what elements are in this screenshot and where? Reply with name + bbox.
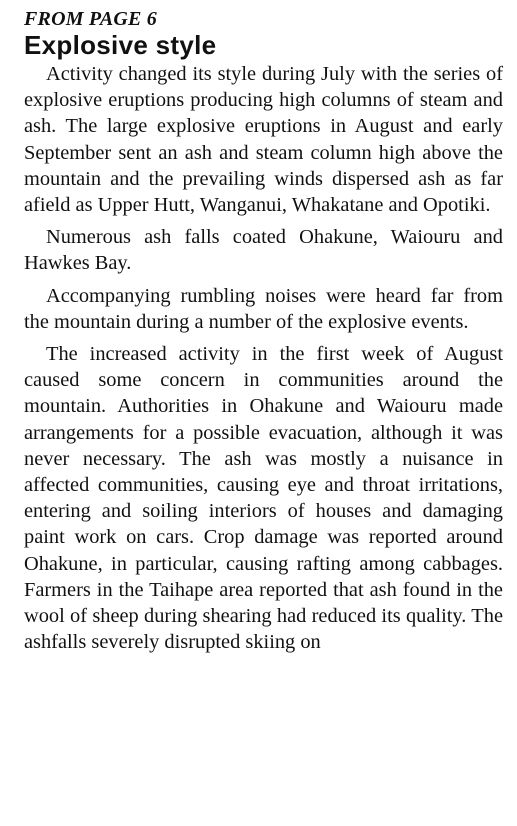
article-body (24, 61, 503, 655)
continuation-kicker: FROM PAGE 6 (24, 8, 157, 30)
paragraph-rumbling-noises: Accompanying rumbling noises were heard far from the mountain during a number of the explosive events. (24, 284, 503, 333)
article-headline: Explosive style (24, 30, 217, 60)
paragraph-community-impact: The increased activity in the first week of August caused some concern in communities around the mountain. Authorities in Ohakune and Waiouru made arrangements for a possible evacuation, although it was never necessary. The ash was mostly a nuisance in affected communities, causing eye and throat irritations, entering and soiling interiors of houses and damaging paint work on cars. Crop damage was reported around Ohakune, in particular, causing rafting among cabbages. Farmers in the Taihape area reported that ash found in the wool of sheep during shearing had reduced its quality. The ashfalls severely disrupted skiing on (24, 343, 503, 654)
paragraph-explosive-eruptions: Activity changed its style during July with the series of explosive eruptions producing high columns of steam and ash. The large explosive eruptions in August and early September sent an ash and steam column high above the mountain and the prevailing winds dispersed ash as far afield as Upper Hutt, Wanganui, Whakatane and Opotiki. (24, 63, 503, 217)
paragraph-ash-falls: Numerous ash falls coated Ohakune, Waiouru and Hawkes Bay. (24, 226, 503, 275)
